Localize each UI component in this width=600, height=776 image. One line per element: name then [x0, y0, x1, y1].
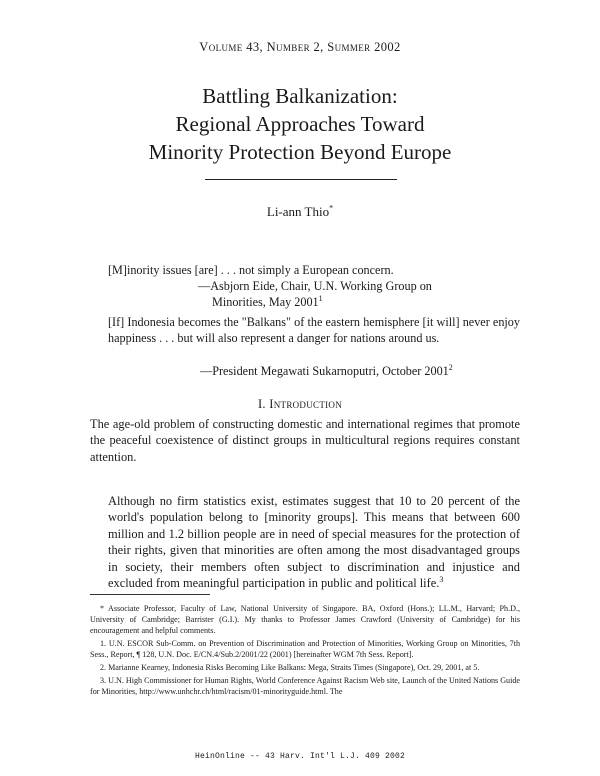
heinonline-footer: HeinOnline -- 43 Harv. Int'l L.J. 409 2002	[194, 752, 406, 761]
footnote-divider	[90, 594, 210, 595]
footnote-ref-3: 3	[439, 574, 444, 584]
epigraph-1-text: [M]inority issues [are] . . . not simply a European concern.	[108, 263, 394, 277]
author-footnote-mark: *	[329, 203, 334, 213]
epigraph-1-attribution-line1: —Asbjorn Eide, Chair, U.N. Working Group on	[198, 279, 432, 293]
epigraph-1-attribution-line2	[212, 294, 512, 310]
author-line	[0, 204, 600, 220]
block-quote-text: Although no firm statistics exist, estimates suggest that 10 to 20 percent of the world's population belong to [minority groups]. This means that between 600 million and 1.2 billion people are in need of special measures for the protection of their rights, given that minorities are often among the most disadvantaged groups in society, their members often subject to discrimination and injustice and excluded from meaningful participation in public and political life.	[108, 494, 520, 591]
title-divider	[205, 179, 397, 180]
epigraph-1-attribution-date: Minorities, May 2001	[212, 295, 319, 309]
footnote-star: * Associate Professor, Faculty of Law, National University of Singapore. BA, Oxford (Hons.); LL.M., Harvard; Ph.D., University of Cambridge; Barrister (G.I.). My thanks to Professor James Crawford (University of Cambridge) for his encouragement and helpful comments.	[90, 604, 520, 635]
footnote-1: 1. U.N. ESCOR Sub-Comm. on Prevention of Discrimination and Protection of Minorities, Working Group on Minorities, 7th Sess., Report, ¶ 128, U.N. Doc. E/CN.4/Sub.2/2001/22 (2001) [hereinafter WGM 7th Sess. Report].	[90, 639, 520, 659]
footnote-3: 3. U.N. High Commissioner for Human Rights, World Conference Against Racism Web site, Launch of the United Nations Guide for Minorities, http://www.unhchr.ch/html/racism/01-minorityguide.html. The	[90, 676, 520, 696]
title-line-2: Regional Approaches Toward	[175, 112, 425, 136]
running-head: Volume 43, Number 2, Summer 2002	[199, 40, 401, 54]
author-name: Li-ann Thio	[266, 204, 330, 219]
footnote-ref-1: 1	[318, 293, 323, 303]
footnote-2: 2. Marianne Kearney, Indonesia Risks Becoming Like Balkans: Mega, Straits Times (Singapore), Oct. 29, 2001, at 5.	[100, 663, 480, 672]
footnote-ref-2: 2	[448, 362, 453, 372]
title-line-3: Minority Protection Beyond Europe	[148, 140, 452, 164]
epigraph-2-attribution	[200, 363, 530, 379]
footnotes	[90, 603, 520, 699]
epigraph-2-text: [If] Indonesia becomes the "Balkans" of the eastern hemisphere [it will] never enjoy happiness . . . but will also represent a danger for nations around us.	[108, 315, 520, 345]
article-title	[0, 82, 600, 166]
section-heading: I. Introduction	[257, 397, 343, 411]
title-line-1: Battling Balkanization:	[202, 84, 398, 108]
epigraph-2-attribution-text: —President Megawati Sukarnoputri, October 2001	[200, 364, 449, 378]
intro-paragraph: The age-old problem of constructing domestic and international regimes that promote the peaceful coexistence of distinct groups in multicultural regions requires constant attention.	[90, 417, 520, 464]
block-quote	[108, 493, 520, 591]
